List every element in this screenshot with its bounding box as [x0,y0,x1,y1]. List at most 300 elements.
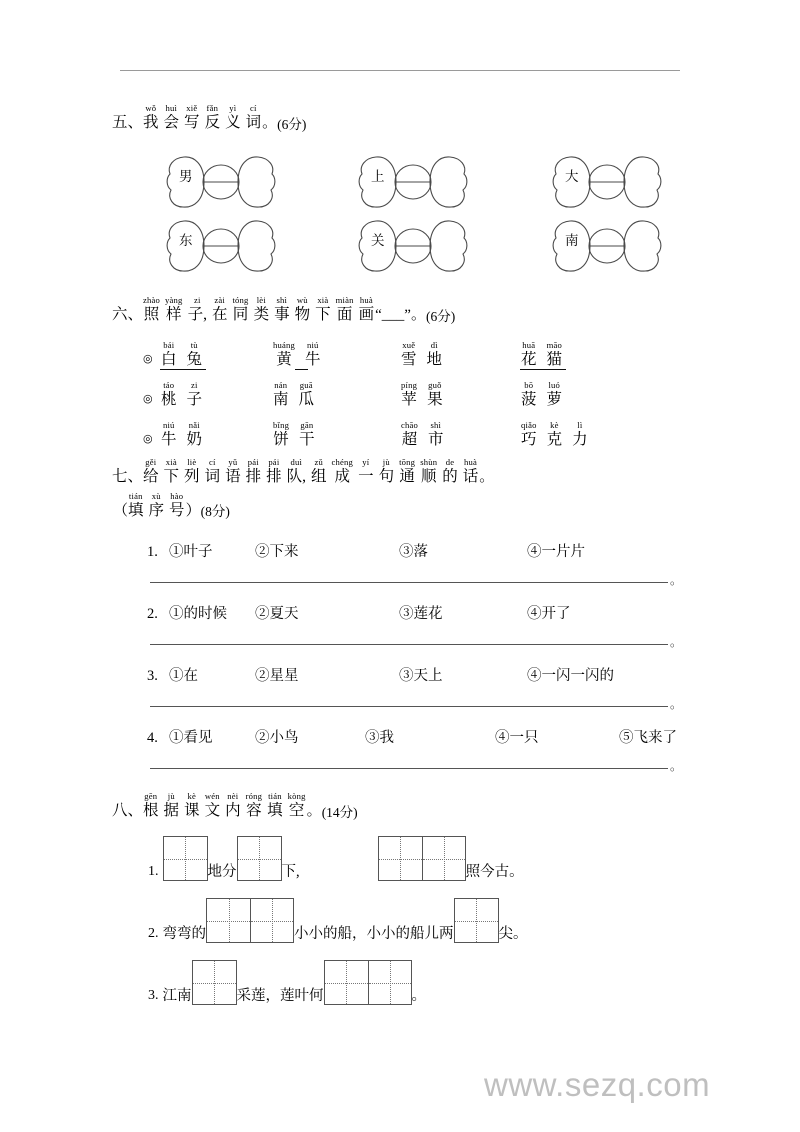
section-eight [112,792,712,819]
hanzi: 菠 [521,390,537,408]
word-row [143,372,703,410]
bowtie-given-char: 关 [371,233,385,248]
pinyin: niú [306,339,319,350]
pinyin: chéng [331,457,354,467]
section-five-score: (6分) [277,116,307,132]
word-item[interactable] [521,421,588,448]
title-char-15 [463,458,479,485]
word-item[interactable] [161,381,202,408]
hanzi: 黄 [276,350,292,368]
pinyin: wǒ [145,103,157,113]
section-five-heading [112,104,712,131]
fill-static-text: 。 [411,987,426,1004]
pinyin: yí [362,457,370,467]
word-char-1 [427,381,443,408]
title-char-6 [267,792,283,819]
fill-static-text: 地分 [207,863,237,880]
hanzi: 话 [462,468,479,485]
word-char-0 [161,381,177,408]
pinyin: zài [214,295,226,305]
title-char-11 [379,458,395,485]
pinyin: tián [268,791,282,801]
word-ruby-group [273,341,321,368]
section-eight-number: 八、 [112,801,144,819]
word-item[interactable] [401,421,444,448]
question-choice[interactable]: ④开了 [527,606,571,622]
title-char-6 [274,296,290,323]
pinyin: de [445,457,455,467]
fill-static-text: 下, [281,863,300,880]
hanzi: 容 [246,802,262,819]
answer-write-line[interactable] [150,582,668,583]
word-item[interactable] [401,341,442,368]
hanzi: 花 [521,350,537,368]
fill-in-row [148,836,524,881]
section-eight-heading [112,792,712,819]
section-seven-subtitle [112,492,712,519]
hanzi: 猫 [546,350,563,368]
hanzi: 一 [358,468,374,485]
word-item[interactable] [161,421,202,448]
fill-row-number: 1. [148,864,159,879]
tianzige-writing-grid[interactable] [454,898,499,943]
pinyin: gēn [144,791,158,801]
hanzi: 超 [401,430,418,448]
answer-write-line[interactable] [150,644,668,645]
section-six-heading [112,296,712,323]
pinyin: xuě [402,339,416,350]
hanzi: 在 [211,306,228,323]
hanzi: 子 [186,390,203,408]
pinyin: zhào [143,295,161,305]
ordering-question-row [147,664,677,688]
subtitle-ruby [128,492,185,519]
tianzige-cell[interactable] [325,961,368,1004]
title-char-7 [288,792,306,819]
pinyin: lì [577,419,583,430]
tianzige-cell[interactable] [422,837,465,880]
fill-static-text: 尖。 [498,925,528,942]
title-char-0 [143,458,159,485]
pinyin: wén [204,791,220,801]
bowtie-answer-area [0,150,800,280]
section-seven-heading [112,458,712,485]
subtitle-open-paren: （ [113,502,129,519]
tianzige-cell[interactable] [368,961,411,1004]
question-choice[interactable]: ③落 [399,544,428,560]
word-ruby-group [401,381,443,408]
hanzi: 给 [143,468,159,485]
word-char-0 [401,381,417,408]
hanzi: 南 [273,390,289,408]
word-ruby-group [273,421,315,448]
fill-static-text: 采莲，莲叶何 [236,987,324,1004]
title-char-5 [246,104,262,131]
answer-period: 。 [670,635,683,649]
tianzige-writing-grid[interactable] [163,836,208,881]
title-char-0 [143,792,159,819]
answer-write-line[interactable] [150,768,668,769]
word-char-1 [187,381,203,408]
word-char-1 [427,341,443,368]
hanzi: 号 [169,502,185,520]
title-char-1 [165,296,183,323]
pinyin: niú [162,419,175,430]
word-char-1 [187,341,203,368]
question-choice[interactable]: ①的时候 [169,606,227,622]
bowtie-given-char: 上 [371,169,385,184]
question-choice[interactable]: ③我 [365,730,394,746]
word-char-0 [521,421,537,448]
hanzi: 物 [294,306,311,323]
subtitle-char-0 [128,492,144,519]
pinyin: shì [276,295,288,305]
word-ruby-group [161,421,202,448]
word-ruby-group [401,421,444,448]
word-char-2 [572,421,588,448]
tianzige-cell[interactable] [238,837,281,880]
hanzi: 雪 [401,350,417,368]
hanzi: 同 [232,306,249,323]
title-char-3 [205,104,221,131]
hanzi: 组 [311,468,327,485]
bowtie-given-char: 东 [179,233,193,248]
title-char-2 [184,458,200,485]
word-char-1 [547,341,563,368]
bowtie-given-char: 大 [565,169,579,184]
pinyin: xià [165,457,177,467]
word-ruby-group [521,381,562,408]
bowtie-antonym-2[interactable] [356,154,470,210]
pinyin: cí [250,103,257,113]
pinyin: píng [401,379,418,390]
section-six-score: (6分) [425,308,456,324]
fill-in-row [148,960,426,1005]
hanzi: 萝 [546,390,563,408]
hanzi: 面 [336,306,353,323]
hanzi: 列 [184,468,200,485]
tianzige-cell[interactable] [164,837,207,880]
question-choice[interactable]: ②夏天 [255,606,299,622]
pinyin: huà [464,457,478,467]
hanzi: 白 [161,350,177,368]
hanzi: 排 [266,468,282,485]
pinyin: huà [359,295,373,305]
section-six-tail: “___”。 [375,307,426,324]
pinyin: xià [317,295,329,305]
pinyin: hào [170,491,184,502]
pinyin: duì [290,457,303,467]
pinyin: zǔ [314,457,324,467]
hanzi: 奶 [186,430,203,448]
word-char-1 [187,421,203,448]
question-choice[interactable]: ⑤飞来了 [619,730,677,746]
answer-underline [520,369,566,370]
title-char-14 [442,458,458,485]
title-char-1 [164,792,180,819]
bowtie-antonym-6[interactable] [550,218,664,274]
bowtie-antonym-3[interactable] [550,154,664,210]
section-eight-title [143,792,306,819]
pinyin: xiě [186,103,198,113]
word-char-0 [273,421,289,448]
fill-static-text: 照今古。 [465,863,524,880]
bowtie-given-char: 男 [179,169,193,184]
hanzi: 干 [299,430,315,448]
title-char-13 [420,458,437,485]
hanzi: 顺 [420,468,437,485]
section-six-number: 六、 [112,305,144,323]
pinyin: wù [296,295,308,305]
hanzi: 下 [163,468,180,485]
hanzi: 词 [204,468,221,485]
section-seven [112,458,712,520]
pinyin: zi [193,295,201,305]
question-choice[interactable]: ③天上 [399,668,443,684]
pinyin: nán [274,379,288,390]
hanzi: 义 [225,114,241,131]
answer-underline-partial [295,369,308,370]
subtitle-char-2 [169,492,185,519]
word-item[interactable] [161,341,202,368]
word-item[interactable] [273,381,314,408]
title-char-4 [225,792,241,819]
hanzi: 排 [245,468,262,485]
question-choice[interactable]: ②下来 [255,544,299,560]
pinyin: miàn [335,295,354,305]
pinyin: luó [548,379,561,390]
word-char-0 [521,341,537,368]
tianzige-cell[interactable] [193,961,236,1004]
pinyin: shì [430,419,442,430]
pinyin: nǎi [188,419,200,430]
word-item[interactable] [273,421,315,448]
word-char-1 [547,381,563,408]
title-char-12 [399,458,415,485]
subtitle-close-paren: ） [185,502,201,519]
hanzi: 市 [428,430,444,448]
title-char-5 [246,458,262,485]
answer-period: 。 [670,759,683,773]
word-char-1 [428,421,444,448]
hanzi: 饼 [273,430,289,448]
pinyin: jù [167,791,175,801]
ordering-question-row [147,540,677,564]
question-choice[interactable]: ②小鸟 [255,730,299,746]
section-seven-score: (8分) [200,503,230,519]
title-char-2 [184,792,200,819]
hanzi: 事 [274,306,290,323]
pinyin: fǎn [206,103,219,113]
hanzi: 填 [267,802,283,819]
hanzi: 瓜 [298,390,315,408]
pinyin: lèi [256,295,266,305]
title-char-8 [315,296,331,323]
tianzige-writing-grid[interactable] [206,898,294,943]
hanzi: 的 [442,468,458,485]
bowtie-given-char: 南 [565,233,579,248]
hanzi: 句 [378,468,395,485]
hanzi: 反 [204,114,221,131]
title-char-0 [143,104,159,131]
row-bullet-icon: ◎ [143,353,153,365]
row-bullet-icon: ◎ [143,393,153,405]
tianzige-writing-grid[interactable] [324,960,412,1005]
word-ruby-group [401,341,442,368]
fill-row-number: 2. [148,926,159,941]
title-char-1 [164,458,180,485]
pinyin: gěi [145,457,157,467]
tianzige-cell[interactable] [455,899,498,942]
word-row [143,332,703,370]
hanzi: 桃 [161,390,177,408]
pinyin: dì [430,339,438,350]
pinyin: nèi [227,791,239,801]
hanzi: 类 [253,306,270,323]
pinyin: pái [247,457,259,467]
word-char-1 [299,421,315,448]
bowtie-antonym-5[interactable] [356,218,470,274]
title-char-6 [266,458,282,485]
hanzi: 空 [288,802,305,819]
section-five-tail: 。 [262,115,278,132]
title-char-10 [359,296,375,323]
bowtie-antonym-4[interactable] [164,218,278,274]
hanzi: 序 [148,502,165,520]
answer-write-line[interactable] [150,706,668,707]
section-seven-number: 七、 [112,467,144,485]
bowtie-antonym-1[interactable] [164,154,278,210]
section-seven-tail: 。 [479,469,495,486]
pinyin: guǒ [428,379,442,390]
title-char-4 [225,458,241,485]
subtitle-char-1 [149,492,165,519]
question-choice[interactable]: ④一只 [495,730,539,746]
hanzi: 会 [163,114,180,131]
site-watermark: www.sezq.com [484,1066,711,1103]
tianzige-writing-grid[interactable] [378,836,466,881]
title-char-5 [254,296,270,323]
hanzi: 课 [184,802,200,819]
title-char-9 [336,296,354,323]
pinyin: kòng [287,791,306,801]
title-char-9 [332,458,354,485]
section-five [112,104,712,131]
title-char-8 [311,458,327,485]
hanzi: 牛 [305,350,321,368]
pinyin: huì [165,103,178,113]
hanzi: 通 [399,468,415,485]
section-five-number: 五、 [112,113,144,131]
question-number: 4. [147,730,158,746]
hanzi: 力 [572,430,588,448]
hanzi: 据 [163,802,180,819]
question-choice[interactable]: ④一闪一闪的 [527,668,614,684]
pinyin: huáng [273,339,296,350]
word-char-0 [521,381,537,408]
section-seven-title [143,458,478,485]
pinyin: shùn [420,457,438,467]
question-number: 1. [147,544,158,560]
ordering-question-row [147,602,677,626]
answer-period: 。 [670,573,683,587]
question-choice[interactable]: ①在 [169,668,198,684]
hanzi: 我 [143,114,159,131]
pinyin: kè [187,791,197,801]
pinyin: yàng [165,295,183,305]
title-char-10 [358,458,374,485]
hanzi: 填 [128,502,144,520]
word-item[interactable] [401,381,443,408]
title-char-2 [184,104,200,131]
tianzige-cell[interactable] [379,837,422,880]
hanzi: 写 [184,114,200,131]
question-choice[interactable]: ④一片片 [527,544,585,560]
word-item[interactable] [273,341,321,368]
pinyin: táo [163,379,175,390]
tianzige-cell[interactable] [207,899,250,942]
word-char-1 [305,341,321,368]
word-item[interactable] [521,381,562,408]
question-choice[interactable]: ①叶子 [169,544,213,560]
tianzige-cell[interactable] [250,899,293,942]
pinyin: liè [187,457,197,467]
hanzi: 下 [315,306,331,323]
title-char-4 [232,296,248,323]
section-six [112,296,712,323]
section-six-title [143,296,374,323]
hanzi: 兔 [186,350,203,368]
hanzi: 地 [426,350,443,368]
tianzige-writing-grid[interactable] [237,836,282,881]
question-choice[interactable]: ②星星 [255,668,299,684]
fill-static-text: 弯弯的 [162,925,206,942]
pinyin: pái [268,457,280,467]
word-char-0 [161,421,177,448]
pinyin: xù [151,491,161,502]
section-five-title [143,104,261,131]
hanzi: 文 [204,802,221,819]
word-char-1 [547,421,563,448]
word-item[interactable] [521,341,562,368]
word-char-1 [299,381,315,408]
hanzi: 苹 [401,390,417,408]
tianzige-writing-grid[interactable] [192,960,237,1005]
hanzi: 内 [225,802,241,819]
pinyin: kè [550,419,559,430]
question-choice[interactable]: ①看见 [169,730,213,746]
pinyin: qiǎo [521,419,537,430]
title-char-3 [212,296,228,323]
pinyin: tù [190,339,198,350]
title-char-0 [143,296,160,323]
answer-period: 。 [670,697,683,711]
pinyin: tōng [399,457,416,467]
pinyin: yǔ [228,457,238,467]
question-choice[interactable]: ③莲花 [399,606,443,622]
hanzi: 克 [546,430,563,448]
pinyin: huā [522,339,536,350]
fill-row-number: 3. [148,988,159,1003]
hanzi: 根 [143,802,159,819]
title-char-1 [164,104,180,131]
pinyin: yì [229,103,237,113]
word-ruby-group [161,341,202,368]
fill-in-row [148,898,528,943]
section-eight-tail: 。 [306,803,322,820]
hanzi: 牛 [161,430,177,448]
hanzi: 成 [334,468,351,485]
